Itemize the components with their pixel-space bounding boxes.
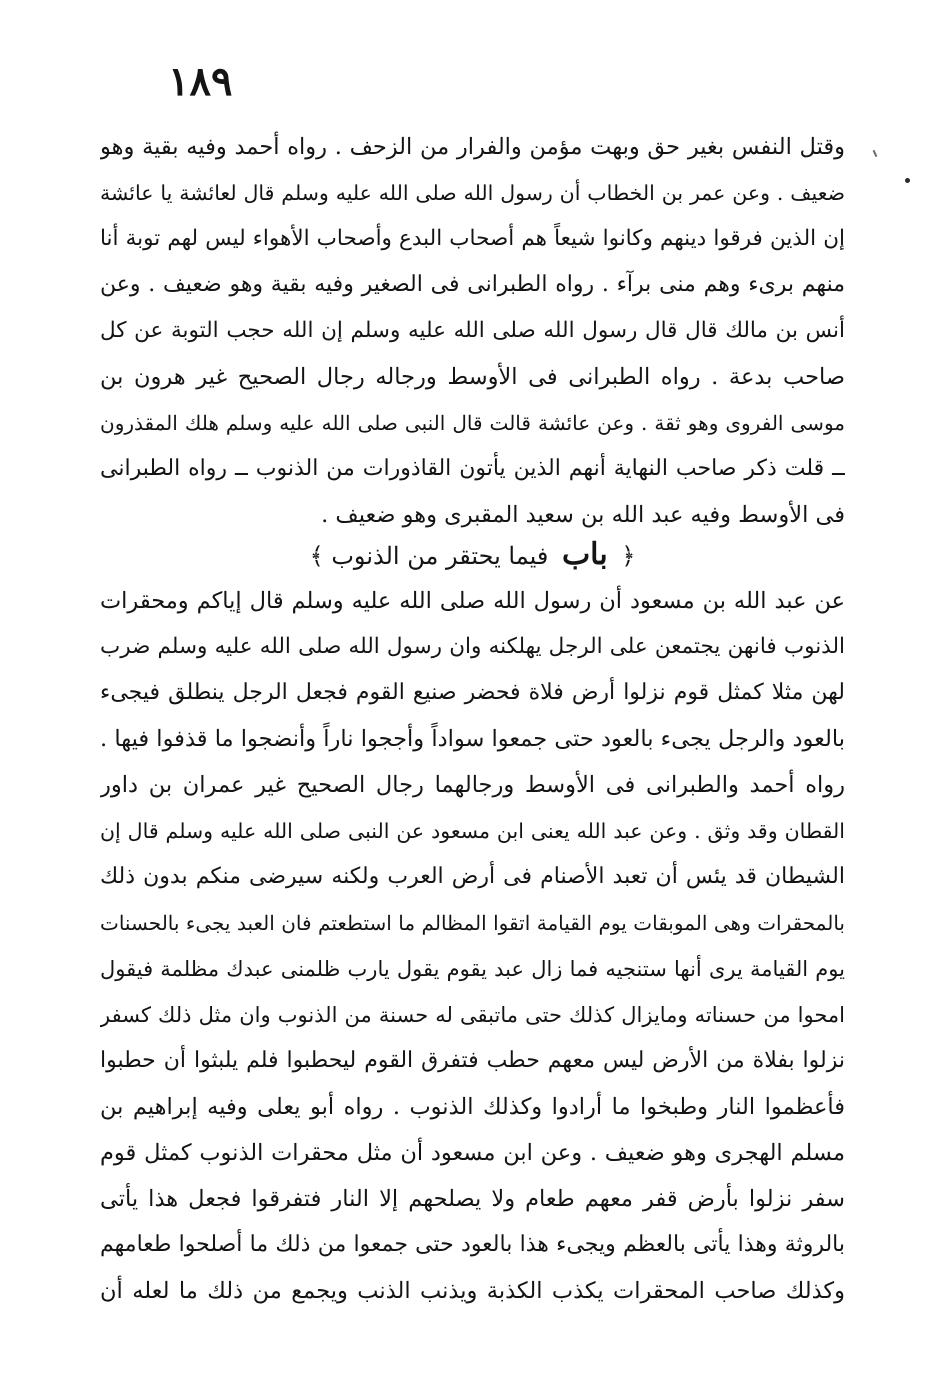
heading-title: فيما يحتقر من الذنوب — [331, 542, 549, 570]
text-line: ضعيف . وعن عمر بن الخطاب أن رسول الله صلى الله عليه وسلم قال لعائشة يا عائشة — [100, 181, 845, 205]
text-line: بالروثة وهذا يأتى بالعظم ويجىء هذا بالعود حتى جمعوا من ذلك ما أصلحوا طعامهم — [100, 1232, 845, 1257]
text-line: الذنوب فانهن يجتمعن على الرجل يهلكنه وان رسول الله صلى الله عليه وسلم ضرب — [100, 634, 845, 659]
text-line: القطان وقد وثق . وعن عبد الله يعنى ابن مسعود عن النبى صلى الله عليه وسلم قال إن — [100, 819, 845, 843]
text-line: فأعظموا النار وطبخوا ما أرادوا وكذلك الذنوب . رواه أبو يعلى وفيه إبراهيم بن — [100, 1094, 845, 1120]
text-line: الشيطان قد يئس أن تعبد الأصنام فى أرض العرب ولكنه سيرضى منكم بدون ذلك — [100, 864, 845, 889]
heading-bracket-open: ﴿ — [621, 542, 636, 570]
text-line: رواه أحمد والطبرانى فى الأوسط ورجالهما رجال الصحيح غير عمران بن داور — [100, 772, 845, 798]
margin-dot — [905, 178, 910, 183]
text-line: صاحب بدعة . رواه الطبرانى فى الأوسط ورجاله رجال الصحيح غير هرون بن — [100, 364, 845, 390]
text-line: وكذلك صاحب المحقرات يكذب الكذبة ويذنب الذنب ويجمع من ذلك ما لعله أن — [100, 1278, 845, 1304]
text-line: فى الأوسط وفيه عبد الله بن سعيد المقبرى وهو ضعيف . — [321, 502, 845, 528]
paragraph-block-1 — [100, 124, 845, 538]
text-line: إن الذين فرقوا دينهم وكانوا شيعاً هم أصحاب البدع وأصحاب الأهواء ليس لهم توبة أنا — [100, 226, 845, 251]
text-line: عن عبد الله بن مسعود أن رسول الله صلى الله عليه وسلم قال إياكم ومحقرات — [100, 588, 845, 614]
margin-mark — [873, 150, 878, 157]
text-line: لهن مثلا كمثل قوم نزلوا أرض فلاة فحضر صنيع القوم فجعل الرجل ينطلق فيجىء — [100, 680, 845, 705]
heading-bab-word: باب — [561, 537, 608, 572]
text-line: بالمحقرات وهى الموبقات يوم القيامة اتقوا المظالم ما استطعتم فان العبد يجىء بالحسنات — [100, 911, 845, 935]
page-number: ١٨٩ — [168, 58, 233, 105]
chapter-heading — [100, 532, 845, 578]
text-line: موسى الفروى وهو ثقة . وعن عائشة قالت قال النبى صلى الله عليه وسلم هلك المقذرون — [100, 411, 845, 435]
text-line: وقتل النفس بغير حق وبهت مؤمن والفرار من الزحف . رواه أحمد وفيه بقية وهو — [100, 134, 845, 160]
text-line: نزلوا بفلاة من الأرض ليس معهم حطب فتفرق القوم ليحطبوا فلم يلبثوا أن حطبوا — [100, 1048, 845, 1073]
text-line: بالعود والرجل يجىء بالعود حتى جمعوا سواداً وأججوا ناراً وأنضجوا ما قذفوا فيها . — [100, 726, 845, 752]
text-line: سفر نزلوا بأرض قفر معهم طعام ولا يصلحهم إلا النار فتفرقوا فجعل هذا يأتى — [100, 1186, 845, 1212]
text-line: منهم برىء وهم منى برآء . رواه الطبرانى فى الصغير وفيه بقية وهو ضعيف . وعن — [100, 272, 845, 297]
text-line: امحوا من حسناته ومايزال كذلك حتى ماتبقى له حسنة من الذنوب وان مثل ذلك كسفر — [100, 1003, 845, 1027]
text-line: ــ قلت ذكر صاحب النهاية أنهم الذين يأتون القاذورات من الذنوب ــ رواه الطبرانى — [100, 456, 845, 481]
text-line: يوم القيامة يرى أنها ستنجيه فما زال عبد يقوم يقول يارب ظلمنى عبدك مظلمة فيقول — [100, 957, 845, 981]
text-line: مسلم الهجرى وهو ضعيف . وعن ابن مسعود أن مثل محقرات الذنوب كمثل قوم — [100, 1140, 845, 1166]
text-line: أنس بن مالك قال قال رسول الله صلى الله عليه وسلم إن الله حجب التوبة عن كل — [100, 318, 845, 343]
heading-bracket-close: ﴾ — [309, 542, 324, 570]
paragraph-block-2 — [100, 578, 845, 1314]
